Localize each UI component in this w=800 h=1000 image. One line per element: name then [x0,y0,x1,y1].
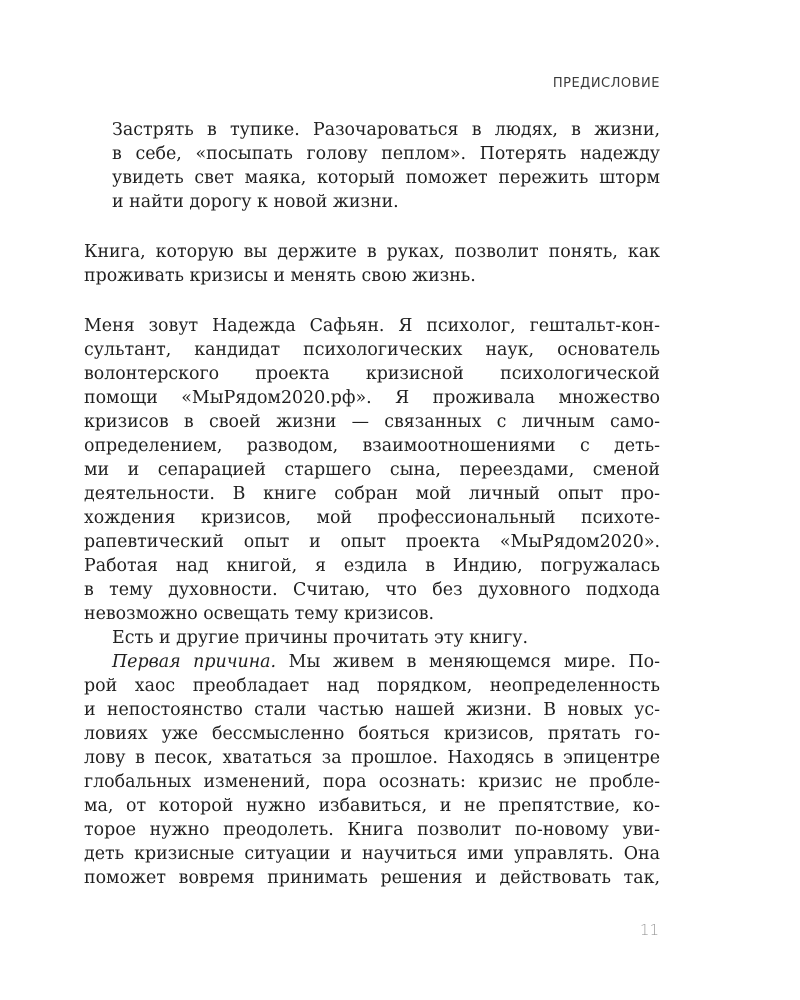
body-line: помощи «МыРядом2020.рф». Я проживала множество [84,388,660,408]
epigraph-line: и найти дорогу к новой жизни. [112,192,399,212]
paragraph-other-reasons [84,626,660,650]
body-line: глобальных изменений, пора осознать: кризис не пробле- [84,772,660,792]
body-line: ма, от которой нужно избавиться, и не препятствие, ко- [84,796,660,816]
body-line: в тему духовности. Считаю, что без духовного подхода [84,580,660,600]
body-line: Меня зовут Надежда Сафьян. Я психолог, гештальт-кон- [84,316,660,336]
body-line [84,650,660,674]
body-text [84,314,660,890]
epigraph [112,118,660,214]
running-head: ПРЕДИСЛОВИЕ [552,76,660,91]
intro-line: Книга, которую вы держите в руках, позволит понять, как [84,242,660,262]
intro-line: проживать кризисы и менять свою жизнь. [84,266,476,286]
body-line: кризисов в своей жизни — связанных с личным само- [84,412,660,432]
body-line: деятельности. В книге собран мой личный опыт про- [84,484,660,504]
body-line: лову в песок, хвататься за прошлое. Находясь в эпицентре [84,748,660,768]
body-line: ловиях уже бессмысленно бояться кризисов, прятать го- [84,724,660,744]
paragraph-first-reason [84,650,660,890]
reason-text: Мы живем в меняющемся мире. По- [276,652,660,672]
epigraph-line: в себе, «посыпать голову пеплом». Потерять надежду [112,144,660,164]
body-line: сультант, кандидат психологических наук, основатель [84,340,660,360]
reason-heading: Первая причина. [112,652,277,672]
paragraph-author [84,314,660,626]
body-line: ми и сепарацией старшего сына, переездами, сменой [84,460,660,480]
body-line: торое нужно преодолеть. Книга позволит по-новому уви- [84,820,660,840]
epigraph-line: Застрять в тупике. Разочароваться в людях, в жизни, [112,120,660,140]
body-line: Работая над книгой, я ездила в Индию, погружалась [84,556,660,576]
body-line: и непостоянство стали частью нашей жизни. В новых ус- [84,700,660,720]
body-line: деть кризисные ситуации и научиться ими управлять. Она [84,844,660,864]
epigraph-line: увидеть свет маяка, который поможет пережить шторм [112,168,660,188]
page-number: 11 [639,921,659,939]
body-line: Есть и другие причины прочитать эту книгу. [112,628,529,648]
body-line: рапевтический опыт и опыт проекта «МыРядом2020». [84,532,660,552]
body-line: невозможно освещать тему кризисов. [84,604,435,624]
body-line: поможет вовремя принимать решения и действовать так, [84,868,660,888]
body-line: хождения кризисов, мой профессиональный психоте- [84,508,660,528]
intro-paragraph [84,240,660,288]
body-line: рой хаос преобладает над порядком, неопределенность [84,676,660,696]
body-line: определением, разводом, взаимоотношениями с деть- [84,436,660,456]
body-line: волонтерского проекта кризисной психологической [84,364,660,384]
